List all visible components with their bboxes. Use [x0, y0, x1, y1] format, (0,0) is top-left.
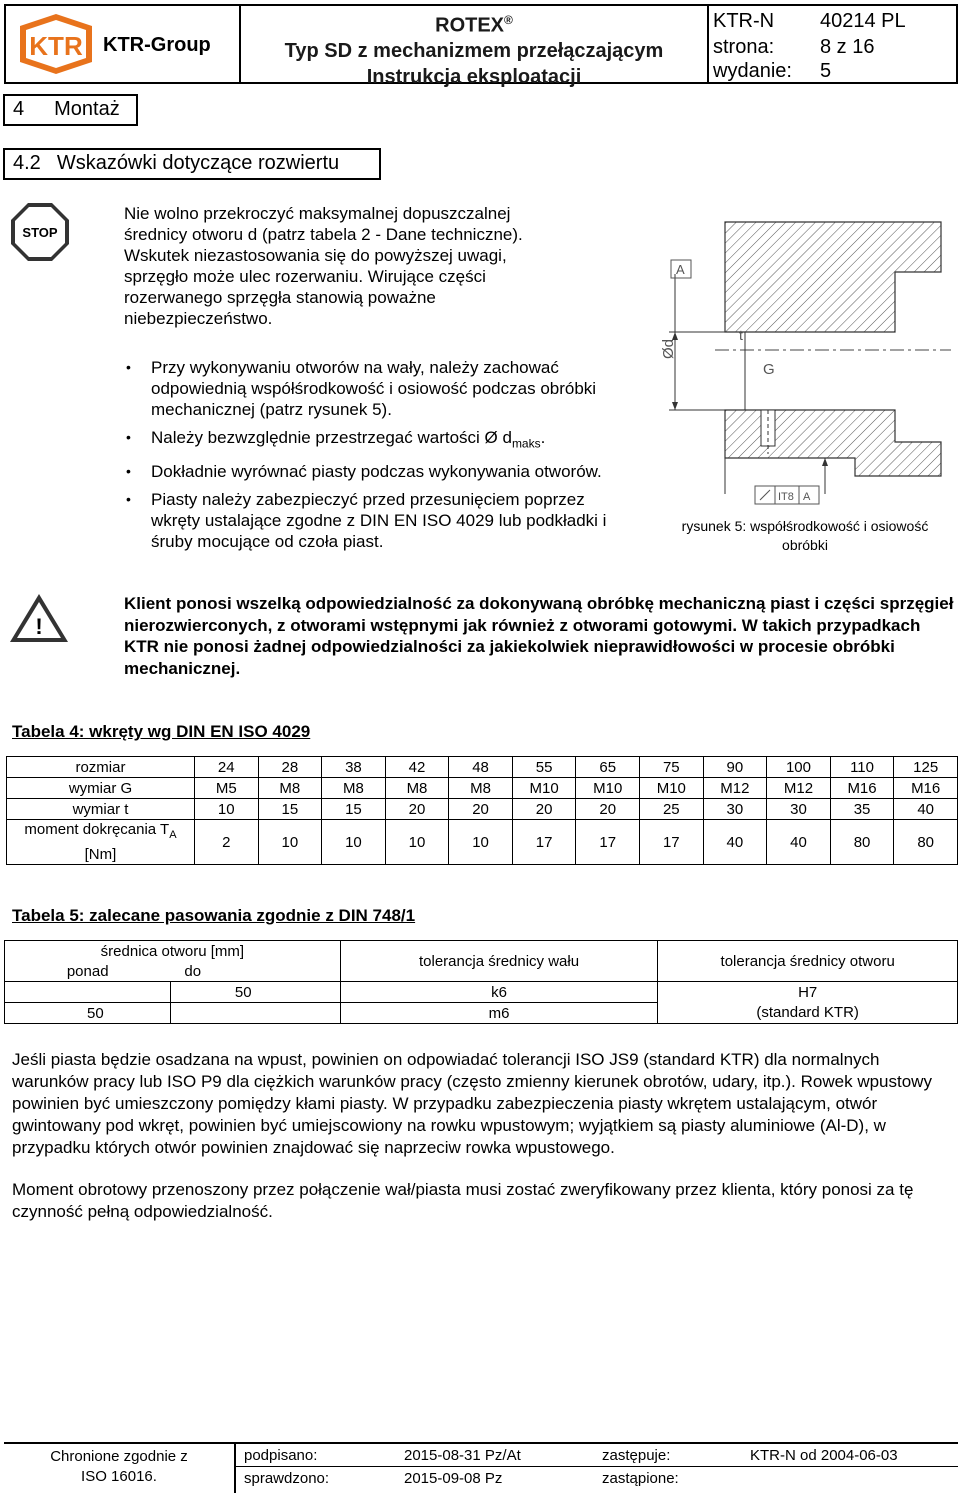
stop-line: rozerwanego sprzęgła stanowią poważne	[124, 288, 436, 307]
warning-triangle-icon	[8, 592, 70, 644]
doc-label: KTR-N	[713, 10, 775, 32]
table-cell: 75	[640, 757, 704, 778]
table-cell: 10	[258, 820, 322, 865]
table-cell	[5, 982, 171, 1003]
table-cell: M10	[640, 778, 704, 799]
row-label: wymiar t	[7, 799, 195, 820]
dmax-subscript: maks	[511, 436, 541, 451]
table5-caption: Tabela 5: zalecane pasowania zgodnie z DIN 748/1	[12, 906, 416, 925]
stop-line: Nie wolno przekroczyć maksymalnej dopuszczalnej	[124, 204, 511, 223]
table-cell: 10	[194, 799, 258, 820]
table-row	[5, 982, 958, 1003]
table-cell: 80	[830, 820, 894, 865]
hole-tolerance-header: tolerancja średnicy otworu	[658, 941, 958, 982]
table-cell: 15	[258, 799, 322, 820]
header-meta-cell	[709, 6, 956, 82]
document-header	[4, 4, 958, 88]
row-label: rozmiar	[7, 757, 195, 778]
table-cell: M8	[258, 778, 322, 799]
page-label: strona:	[713, 36, 775, 58]
checked-label: sprawdzono:	[244, 1470, 330, 1487]
subsection-heading	[3, 148, 381, 180]
stop-notice-text	[124, 203, 604, 329]
to-header: do	[170, 961, 340, 982]
over-header: ponad	[5, 961, 171, 982]
table-cell: 42	[385, 757, 449, 778]
protected-line: Chronione zgodnie z	[50, 1448, 188, 1465]
table-cell: M12	[703, 778, 767, 799]
torque-unit: [Nm]	[84, 846, 117, 863]
table4-screws	[6, 756, 958, 865]
table-cell: k6	[340, 982, 658, 1003]
row-label	[7, 820, 195, 865]
instruction-item-text: Należy bezwzględnie przestrzegać wartości Ø d	[151, 428, 512, 447]
replaces-value: KTR-N od 2004-06-03	[750, 1447, 898, 1464]
section-heading	[3, 94, 138, 126]
table-row	[7, 820, 958, 865]
torque-paragraph: Moment obrotowy przenoszony przez połączenie wał/piasta musi zostać zweryfikowany przez klienta, który ponosi za tę czynność pełną odpowiedzialność.	[12, 1180, 914, 1221]
bore-header: średnica otworu [mm]	[5, 941, 341, 962]
table-cell: 20	[512, 799, 576, 820]
product-subtitle: Typ SD z mechanizmem przełączającym	[284, 39, 664, 62]
stop-line: sprzęgło może ulec rozerwaniu. Wirujące części	[124, 267, 486, 286]
table-cell: 110	[830, 757, 894, 778]
table-cell: 40	[767, 820, 831, 865]
table-cell: M16	[894, 778, 958, 799]
section-number: 4	[13, 98, 25, 120]
stop-line: Wskutek niezastosowania się do powyższej uwagi,	[124, 246, 507, 265]
row-label: wymiar G	[7, 778, 195, 799]
warning-text: Klient ponosi wszelką odpowiedzialność za dokonywaną obróbkę mechaniczną piast i części sprzęgieł nierozwierconych, z otworami wstępnymi jak również z otworami gotowymi. W takich przypadkach KTR nie ponosi żadnej odpowiedzialności za jakiekolwiek nieprawidłowości w procesie obróbki mechanicznej.	[124, 594, 954, 678]
brand-name: ROTEX	[435, 14, 505, 37]
signed-label: podpisano:	[244, 1447, 318, 1464]
table-cell: M16	[830, 778, 894, 799]
table-row	[7, 778, 958, 799]
table-cell: 17	[576, 820, 640, 865]
hole-note: (standard KTR)	[756, 1003, 859, 1021]
replaced-label: zastąpione:	[602, 1470, 679, 1487]
instruction-item: • Przy wykonywaniu otworów na wały, należy zachować odpowiednią współśrodkowość i osiowość podczas obróbki mechanicznej (patrz rysunek 5).	[122, 357, 612, 420]
diameter-label: Ød	[660, 338, 677, 359]
instruction-item: • Dokładnie wyrównać piasty podczas wykonywania otworów.	[122, 461, 612, 482]
edition-label: wydanie:	[713, 60, 792, 82]
table-cell: 17	[640, 820, 704, 865]
table-cell: M8	[449, 778, 513, 799]
table-cell: 20	[385, 799, 449, 820]
table-cell: m6	[340, 1003, 658, 1024]
figure-caption	[660, 517, 950, 555]
table-cell: M5	[194, 778, 258, 799]
datum-a-reference: A	[803, 491, 811, 503]
table-row	[5, 941, 958, 962]
table-cell: 90	[703, 757, 767, 778]
stop-icon-text: STOP	[22, 225, 58, 240]
figure-caption-line: obróbki	[782, 537, 828, 553]
ktr-logo-icon	[16, 12, 96, 76]
keyway-paragraph: Jeśli piasta będzie osadzana na wpust, powinien on odpowiadać tolerancji ISO JS9 (standard KTR) dla normalnych warunków pracy lub ISO P9 dla ciężkich warunków pracy (często zmienny kierunek obrotów, udary, itp.). Rowek wpustowy powinien być umieszczony pomiędzy kłami piasty. W przypadku zabezpieczenia piasty wkrętem ustalającym, otwór gwintowany pod wkręt, powinien być umiejscowiony na rowku wpustowym; wyjątkiem są piasty aluminiowe (Al-D), w przypadku których otwór powinien znajdować się naprzeciw rowka wpustowego.	[12, 1050, 932, 1157]
table-cell: 100	[767, 757, 831, 778]
protected-line: ISO 16016.	[81, 1468, 157, 1485]
instruction-item-end: .	[540, 428, 546, 447]
table-cell: 55	[512, 757, 576, 778]
header-title-cell	[241, 6, 709, 88]
table-row	[7, 757, 958, 778]
shaft-tolerance-header: tolerancja średnicy wału	[340, 941, 658, 982]
document-type: Instrukcja eksploatacji	[366, 65, 582, 88]
group-name: KTR-Group	[103, 34, 211, 56]
table-cell	[170, 1003, 340, 1024]
stop-sign-icon	[10, 202, 70, 262]
section-title: Montaż	[54, 98, 120, 120]
table-cell: 10	[322, 820, 386, 865]
brand-mark: ®	[504, 13, 513, 27]
table-cell: M10	[512, 778, 576, 799]
stop-line: średnicy otworu d (patrz tabela 2 - Dane techniczne).	[124, 225, 523, 244]
table-cell: 80	[894, 820, 958, 865]
table-cell: 20	[449, 799, 513, 820]
table-cell: 38	[322, 757, 386, 778]
table-cell: 30	[767, 799, 831, 820]
table4-caption: Tabela 4: wkręty wg DIN EN ISO 4029	[12, 722, 311, 741]
header-logo-cell	[6, 6, 241, 82]
table-cell: 24	[194, 757, 258, 778]
table-cell: 50	[5, 1003, 171, 1024]
subsection-title: Wskazówki dotyczące rozwiertu	[56, 152, 340, 174]
logo-text: KTR	[29, 31, 83, 61]
torque-label: moment dokręcania T	[24, 821, 170, 838]
torque-subscript: A	[169, 829, 177, 841]
table-cell: 125	[894, 757, 958, 778]
footer-divider	[236, 1466, 958, 1467]
table-cell: M10	[576, 778, 640, 799]
edition-value: 5	[820, 60, 832, 82]
tolerance-it8-label: IT8	[778, 491, 794, 503]
warning-icon-text: !	[35, 614, 43, 639]
instruction-item: • Piasty należy zabezpieczyć przed przesunięciem poprzez wkręty ustalające zgodne z DIN EN ISO 4029 lub podkładki i śruby mocujące od czoła piast.	[122, 489, 612, 552]
brand-line	[241, 8, 707, 38]
table-cell: 15	[322, 799, 386, 820]
document-footer	[4, 1442, 958, 1490]
hole-value: H7	[798, 983, 818, 1001]
stop-line: niebezpieczeństwo.	[124, 309, 273, 328]
table-cell: 30	[703, 799, 767, 820]
checked-value: 2015-09-08 Pz	[404, 1470, 503, 1487]
thread-g-label: G	[763, 361, 775, 378]
replaces-label: zastępuje:	[602, 1447, 671, 1464]
hub-drawing-figure	[655, 214, 955, 514]
table-cell: M8	[385, 778, 449, 799]
table-cell: M12	[767, 778, 831, 799]
copyright-cell	[4, 1444, 236, 1493]
hole-tolerance-cell	[658, 982, 958, 1024]
page-value: 8 z 16	[820, 36, 875, 58]
signed-value: 2015-08-31 Pz/At	[404, 1447, 521, 1464]
table-cell: 25	[640, 799, 704, 820]
dimension-t-label: t	[739, 327, 743, 343]
doc-number: 40214 PL	[820, 10, 906, 32]
subsection-number: 4.2	[13, 152, 41, 174]
table5-fits	[4, 940, 958, 1024]
table-cell: 40	[894, 799, 958, 820]
table-cell: 65	[576, 757, 640, 778]
table-cell: 48	[449, 757, 513, 778]
instruction-list	[122, 357, 612, 559]
table-row	[7, 799, 958, 820]
table-cell: 35	[830, 799, 894, 820]
table-cell: 10	[449, 820, 513, 865]
table-cell: M8	[322, 778, 386, 799]
datum-a-label: A	[676, 262, 685, 277]
table-cell: 40	[703, 820, 767, 865]
figure-caption-line: rysunek 5: współśrodkowość i osiowość	[681, 518, 929, 534]
instruction-item	[122, 427, 612, 454]
table-cell: 2	[194, 820, 258, 865]
table-cell: 28	[258, 757, 322, 778]
table-cell: 20	[576, 799, 640, 820]
table-cell: 50	[170, 982, 340, 1003]
table-cell: 17	[512, 820, 576, 865]
table-cell: 10	[385, 820, 449, 865]
